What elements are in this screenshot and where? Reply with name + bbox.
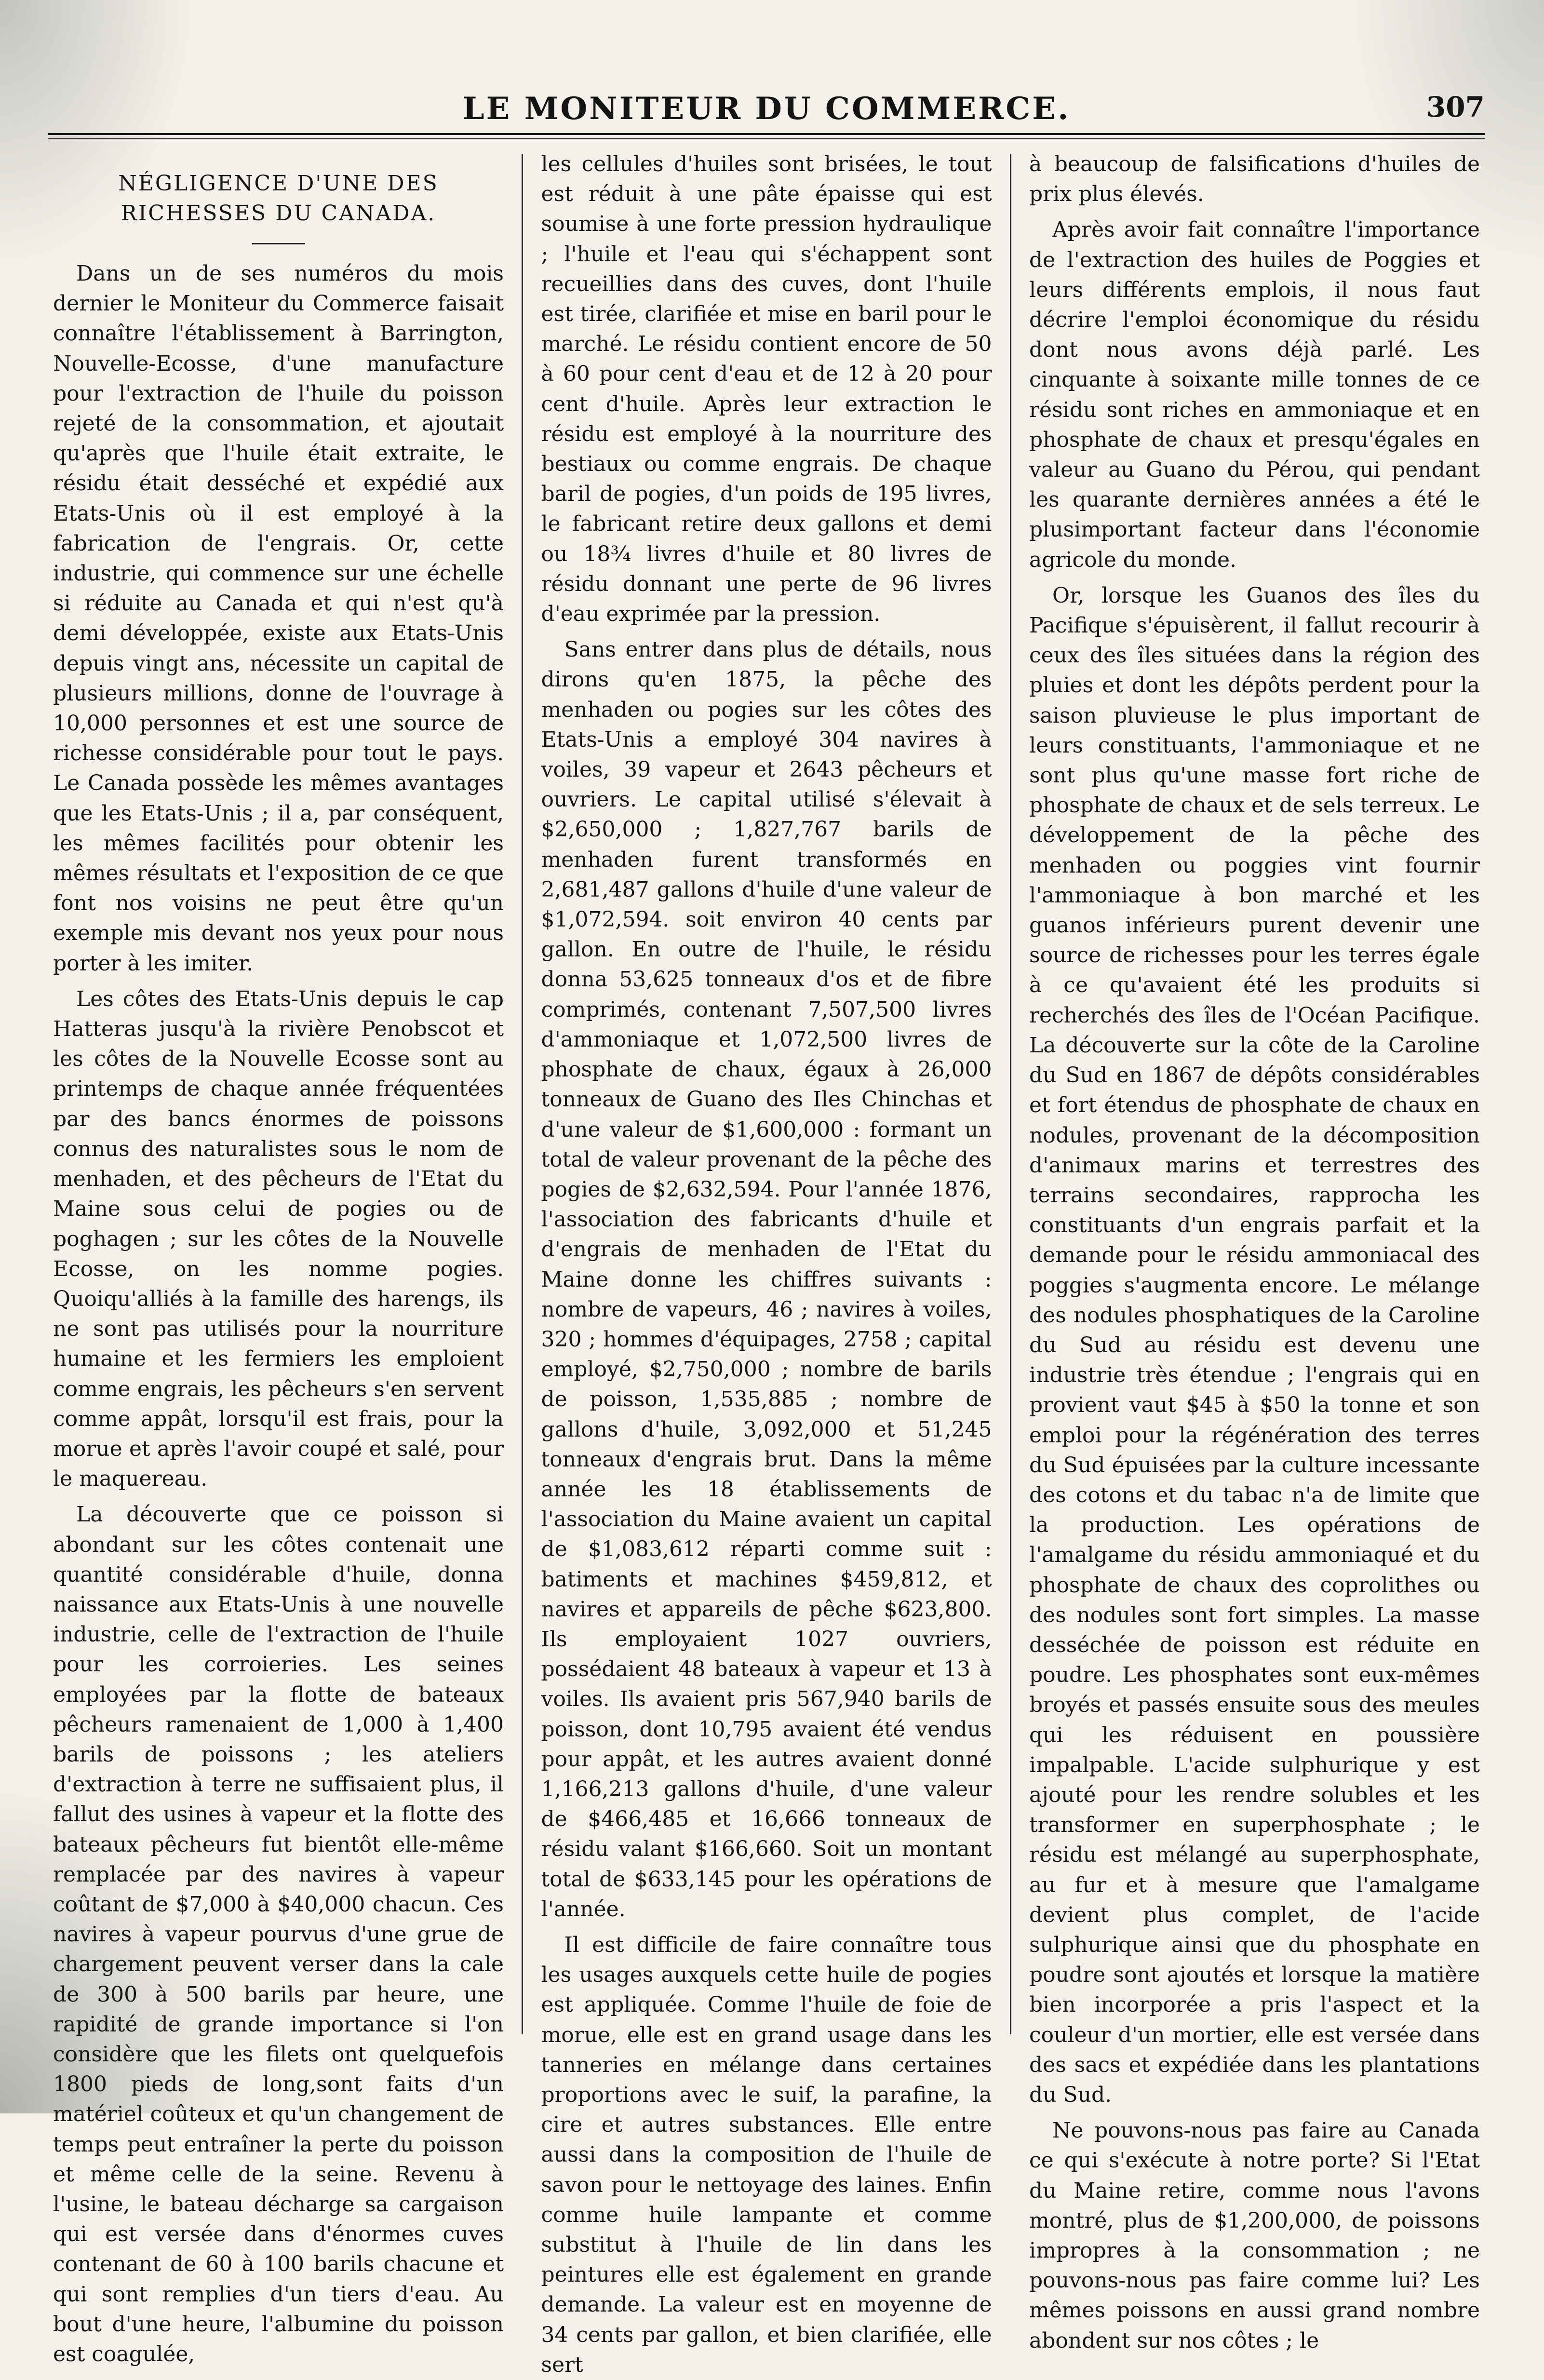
column-2 [541, 149, 992, 2377]
header-rule-thin [48, 138, 1485, 139]
article-columns [53, 149, 1480, 2377]
column-3 [1029, 149, 1480, 2353]
column-1 [53, 149, 504, 2367]
page-header [48, 82, 1485, 140]
article-title: NÉGLIGENCE D'UNE DES RICHESSES DU CANADA. [118, 171, 439, 226]
title-divider [252, 243, 305, 244]
paragraph: Après avoir fait connaître l'importance de l'extraction des huiles de Poggies et leurs différents emplois, il nous faut décrire l'emploi économique du résidu dont nous avons déjà parlé. Les cinquante à soixante mille tonnes de ce résidu sont riches en ammoniaque et en phosphate de chaux et presqu'égales en valeur au Guano du Pérou, qui pendant les quarante dernières années a été le plusimportant facteur dans l'économie agricole du monde. [1029, 217, 1480, 572]
paragraph: Sans entrer dans plus de détails, nous dirons qu'en 1875, la pêche des menhaden ou pogies sur les côtes des Etats-Unis a employé 304 navires à voiles, 39 vapeur et 2643 pêcheurs et ouvriers. Le capital utilisé s'élevait à $2,650,000 ; 1,827,767 barils de menhaden furent transformés en 2,681,487 gallons d'huile d'une valeur de $1,072,594. soit environ 40 cents par gallon. En outre de l'huile, le résidu donna 53,625 tonneaux d'os et de fibre comprimés, contenant 7,507,500 livres d'ammoniaque et 1,072,500 livres de phosphate de chaux, égaux à 26,000 tonneaux de Guano des Iles Chinchas et d'une valeur de $1,600,000 : formant un total de valeur provenant de la pêche des pogies de $2,632,594. Pour l'année 1876, l'association des fabricants d'huile et d'engrais de menhaden de l'Etat du Maine donne les chiffres suivants : nombre de vapeurs, 46 ; navires à voiles, 320 ; hommes d'équipages, 2758 ; capital employé, $2,750,000 ; nombre de barils de poisson, 1,535,885 ; nombre de gallons d'huile, 3,092,000 et 51,245 tonneaux d'engrais brut. Dans la même année les 18 établissements de l'association du Maine avaient un capital de $1,083,612 réparti comme suit : batiments et machines $459,812, et navires et appareils de pêche $623,800. Ils employaient 1027 ouvriers, possédaient 48 bateaux à vapeur et 13 à voiles. Ils avaient pris 567,940 barils de poisson, dont 10,795 avaient été vendus pour appât, et les autres avaient donné 1,166,213 gallons d'huile, d'une valeur de $466,485 et 16,666 tonneaux de résidu valant $166,660. Soit un montant total de $633,145 pour les opérations de l'année. [541, 637, 992, 1922]
paragraph: les cellules d'huiles sont brisées, le tout est réduit à une pâte épaisse qui est soumise à une forte pression hydraulique ; l'huile et l'eau qui s'échappent sont recueillies dans des cuves, dont l'huile est tirée, clarifiée et mise en baril pour le marché. Le résidu contient encore de 50 à 60 pour cent d'eau et de 12 à 20 pour cent d'huile. Après leur extraction le résidu est employé à la nourriture des bestiaux ou comme engrais. De chaque baril de pogies, d'un poids de 195 livres, le fabricant retire deux gallons et demi ou 18¾ livres d'huile et 80 livres de résidu donnant une perte de 96 livres d'eau exprimée par la pression. [541, 152, 992, 627]
paragraph: Il est difficile de faire connaître tous les usages auxquels cette huile de pogies est appliquée. Comme l'huile de foie de morue, elle est en grand usage dans les tanneries en mélange dans certaines proportions avec le suif, la parafine, la cire et autres substances. Elle entre aussi dans la composition de l'huile de savon pour le nettoyage des laines. Enfin comme huile lampante et comme substitut à l'huile de lin dans les peintures elle est également en grande demande. La valeur est en moyenne de 34 cents par gallon, et bien clarifiée, elle sert [541, 1932, 992, 2377]
paragraph: Dans un de ses numéros du mois dernier le Moniteur du Commerce faisait connaître l'établissement à Barrington, Nouvelle-Ecosse, d'une manufacture pour l'extraction de l'huile du poisson rejeté de la consommation, et ajoutait qu'après que l'huile était extraite, le résidu était desséché et expédié aux Etats-Unis où il est employé à la fabrication de l'engrais. Or, cette industrie, qui commence sur une échelle si réduite au Canada et qui n'est qu'à demi développée, existe aux Etats-Unis depuis vingt ans, nécessite un capital de plusieurs millions, donne de l'ouvrage à 10,000 personnes et est une source de richesse considérable pour tout le pays. Le Canada possède les mêmes avantages que les Etats-Unis ; il a, par conséquent, les mêmes facilités pour obtenir les mêmes résultats et l'exposition de ce que font nos voisins ne peut être qu'un exemple mis devant nos yeux pour nous porter à les imiter. [53, 261, 504, 976]
column-divider [522, 154, 523, 2034]
column-divider [1010, 154, 1011, 2034]
paragraph: Les côtes des Etats-Unis depuis le cap Hatteras jusqu'à la rivière Penobscot et les côtes de la Nouvelle Ecosse sont au printemps de chaque année fréquentées par des bancs énormes de poissons connus des naturalistes sous le nom de menhaden, et des pêcheurs de l'Etat du Maine sous celui de pogies ou de poghagen ; sur les côtes de la Nouvelle Ecosse, on les nomme pogies. Quoiqu'alliés à la famille des harengs, ils ne sont pas utilisés pour la nourriture humaine et les fermiers les emploient comme engrais, les pêcheurs s'en servent comme appât, lorsqu'il est frais, pour la morue et après l'avoir coupé et salé, pour le maquereau. [53, 986, 504, 1492]
page-number: 307 [1426, 91, 1485, 123]
masthead: LE MONITEUR DU COMMERCE. [462, 91, 1071, 127]
paragraph: à beaucoup de falsifications d'huiles de prix plus élevés. [1029, 152, 1480, 207]
paragraph: Ne pouvons-nous pas faire au Canada ce qui s'exécute à notre porte? Si l'Etat du Maine retire, comme nous l'avons montré, plus de $1,200,000, de poissons impropres à la consommation ; ne pouvons-nous pas faire comme lui? Les mêmes poissons en aussi grand nombre abondent sur nos côtes ; le [1029, 2118, 1480, 2353]
header-rule [48, 133, 1485, 135]
paragraph: Or, lorsque les Guanos des îles du Pacifique s'épuisèrent, il fallut recourir à ceux des îles situées dans la région des pluies et dont les dépôts perdent pour la saison pluvieuse le plus important de leurs constituants, l'ammoniaque et ne sont plus qu'une masse fort riche de phosphate de chaux et de sels terreux. Le développement de la pêche des menhaden ou poggies vint fournir l'ammoniaque à bon marché et les guanos inférieurs purent devenir une source de richesses pour les terres égale à ce qu'avaient été les produits si recherchés des îles de l'Océan Pacifique. La découverte sur la côte de la Caroline du Sud en 1867 de dépôts considérables et fort étendus de phosphate de chaux en nodules, provenant de la décomposition d'animaux marins et terrestres des terrains secondaires, rapprocha les constituants d'un engrais parfait et la demande pour le résidu ammoniacal des poggies s'augmenta encore. Le mélange des nodules phosphatiques de la Caroline du Sud au résidu est devenu une industrie très étendue ; l'engrais qui en provient vaut $45 à $50 la tonne et son emploi pour la régénération des terres du Sud épuisées par la culture incessante des cotons et du tabac n'a de limite que la production. Les opérations de l'amalgame du résidu ammoniaqué et du phosphate de chaux des coprolithes ou des nodules sont fort simples. La masse desséchée de poisson est réduite en poudre. Les phosphates sont eux-mêmes broyés et passés ensuite sous des meules qui les réduisent en poussière impalpable. L'acide sulphurique y est ajouté pour les rendre solubles et les transformer en superphosphate ; le résidu est mélangé au superphosphate, au fur et à mesure que l'amalgame devient plus complet, de l'acide sulphurique ainsi que du phosphate en poudre sont ajoutés et lorsque la matière bien incorporée a pris l'aspect et la couleur d'un mortier, elle est versée dans des sacs et expédiée dans les plantations du Sud. [1029, 583, 1480, 2107]
paragraph: La découverte que ce poisson si abondant sur les côtes contenait une quantité considérable d'huile, donna naissance aux Etats-Unis à une nouvelle industrie, celle de l'extraction de l'huile pour les corroieries. Les seines employées par la flotte de bateaux pêcheurs ramenaient de 1,000 à 1,400 barils de poissons ; les ateliers d'extraction à terre ne suffisaient plus, il fallut des usines à vapeur et la flotte des bateaux pêcheurs fut bientôt elle-même remplacée par des navires à vapeur coûtant de $7,000 à $40,000 chacun. Ces navires à vapeur pourvus d'une grue de chargement peuvent verser dans la cale de 300 à 500 barils par heure, une rapidité de grande importance si l'on considère que les filets ont quelquefois 1800 pieds de long,sont faits d'un matériel coûteux et qu'un changement de temps peut entraîner la perte du poisson et même celle de la seine. Revenu à l'usine, le bateau décharge sa cargaison qui est versée dans d'énormes cuves contenant de 60 à 100 barils chacune et qui sont remplies d'un tiers d'eau. Au bout d'une heure, l'albumine du poisson est coagulée, [53, 1502, 504, 2367]
